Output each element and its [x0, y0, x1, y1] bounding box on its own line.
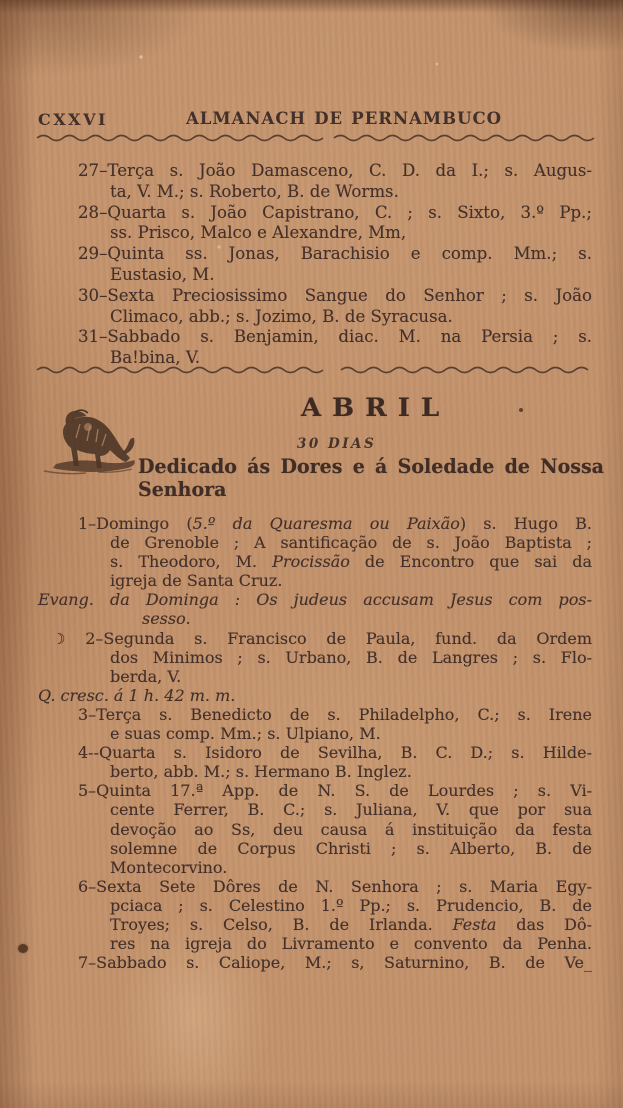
text-segment: 7–Sabbado s. Caliope, M.; s, Saturnino, B. de Ve_ [78, 953, 592, 973]
text-segment: pciaca ; s. Celestino 1.º Pp.; s. Prudencio, B. de [110, 895, 592, 915]
text-line [78, 161, 592, 182]
text-line [78, 705, 592, 724]
text-line [110, 800, 592, 819]
text-line [78, 743, 592, 762]
month-title: ABRIL [301, 394, 451, 423]
text-segment: Festa [452, 914, 497, 934]
text-segment: Q. cresc. á 1 h. 42 m. m. [38, 685, 236, 705]
text-line [78, 286, 592, 307]
wavy-rule [36, 364, 328, 374]
text-line [142, 609, 592, 628]
april-entries [0, 514, 623, 972]
text-line [38, 686, 592, 705]
text-segment: ss. Prisco, Malco e Alexandre, Mm, [110, 223, 407, 243]
month-day-count: 30 DIAS [297, 436, 377, 452]
text-segment: ta, V. M.; s. Roberto, B. de Worms. [110, 181, 399, 201]
text-segment: s. Theodoro, M. [110, 552, 273, 572]
text-line [110, 667, 592, 686]
text-line [110, 839, 592, 858]
text-line [78, 877, 592, 896]
wavy-rule [333, 132, 599, 142]
text-segment: devoção ao Ss, deu causa á instituição da festa [110, 819, 592, 839]
wavy-rule [340, 364, 598, 374]
text-line [110, 724, 592, 743]
text-segment: 31–Sabbado s. Benjamin, diac. M. na Persia ; s. [78, 327, 592, 347]
text-line [78, 327, 592, 348]
text-segment: 3–Terça s. Benedicto de s. Philadelpho, C.; s. Irene [78, 704, 592, 724]
text-segment: Troyes; s. Celso, B. de Irlanda. [110, 914, 453, 934]
text-line [110, 552, 592, 571]
text-segment: berto, abb. M.; s. Hermano B. Inglez. [110, 762, 412, 782]
text-line [110, 265, 592, 286]
taurus-bull-illustration [40, 404, 144, 480]
march-entries [0, 161, 623, 369]
text-segment: dos Minimos ; s. Urbano, B. de Langres ; s. Flo- [110, 647, 592, 667]
text-line [78, 514, 592, 533]
folio-number: CXXVI [38, 110, 108, 129]
text-segment: sesso. [142, 609, 191, 629]
text-line [110, 915, 592, 934]
text-line [110, 934, 592, 953]
text-segment: berda, V. [110, 666, 182, 686]
text-line [38, 590, 592, 609]
stray-ink-dot [519, 408, 523, 412]
wavy-rule [36, 132, 332, 142]
text-line [52, 629, 592, 648]
text-line [110, 820, 592, 839]
text-segment: ) s. Hugo B. [459, 514, 593, 533]
text-segment: cente Ferrer, B. C.; s. Juliana, V. que por sua [110, 800, 592, 820]
text-segment: 27–Terça s. João Damasceno, C. D. da I.; s. Augus- [78, 161, 592, 180]
first-quarter-moon-icon: ☽ [52, 629, 66, 648]
text-segment: 1–Domingo ( [78, 514, 193, 533]
month-dedication: Dedicado ás Dores e á Soledade de Nossa Senhora [138, 455, 604, 502]
text-line [78, 953, 592, 972]
text-line [78, 203, 592, 224]
text-segment: das Dô- [496, 914, 593, 934]
text-line [78, 244, 592, 265]
text-line [110, 223, 592, 244]
text-segment: e suas comp. Mm.; s. Ulpiano, M. [110, 724, 381, 744]
text-line [110, 533, 592, 552]
text-segment: Procissão [272, 552, 350, 572]
text-line [110, 307, 592, 328]
text-segment: 30–Sexta Preciosissimo Sangue do Senhor ; s. João [78, 285, 592, 305]
text-segment: Montecorvino. [110, 857, 228, 877]
text-segment: Eustasio, M. [110, 264, 215, 284]
text-segment: 2–Segunda s. Francisco de Paula, fund. da Ordem [65, 628, 592, 648]
text-line [110, 648, 592, 667]
text-line [110, 182, 592, 203]
text-segment: de Encontro que sai da [349, 552, 592, 572]
text-segment: igreja de Santa Cruz. [110, 571, 283, 591]
text-segment: 5–Quinta 17.ª App. de N. S. de Lourdes ; s. Vi- [78, 781, 592, 801]
text-segment: Climaco, abb.; s. Jozimo, B. de Syracusa. [110, 306, 453, 326]
text-segment: 29–Quinta ss. Jonas, Barachisio e comp. Mm.; s. [78, 244, 592, 264]
text-line [110, 896, 592, 915]
text-line [78, 781, 592, 800]
text-segment: de Grenoble ; A santificação de s. João Baptista ; [110, 533, 592, 553]
text-segment: Ba!bina, V. [110, 348, 201, 368]
ink-spot [18, 944, 28, 953]
text-line [110, 762, 592, 781]
text-segment: 4--Quarta s. Isidoro de Sevilha, B. C. D.; s. Hilde- [78, 743, 592, 763]
text-segment: res na igreja do Livramento e convento da Penha. [110, 934, 592, 954]
text-segment: solemne de Corpus Christi ; s. Alberto, B. de [110, 838, 592, 858]
text-segment: Evang. da Dominga : Os judeus accusam Jesus com pos- [38, 590, 592, 610]
text-segment: 6–Sexta Sete Dôres de N. Senhora ; s. Maria Egy- [78, 876, 592, 896]
text-line [110, 571, 592, 590]
text-segment: 5.º da Quaresma ou Paixão [192, 514, 460, 533]
page-title: ALMANACH DE PERNAMBUCO [186, 109, 502, 128]
text-line [110, 858, 592, 877]
text-segment: 28–Quarta s. João Capistrano, C. ; s. Sixto, 3.º Pp.; [78, 202, 592, 222]
